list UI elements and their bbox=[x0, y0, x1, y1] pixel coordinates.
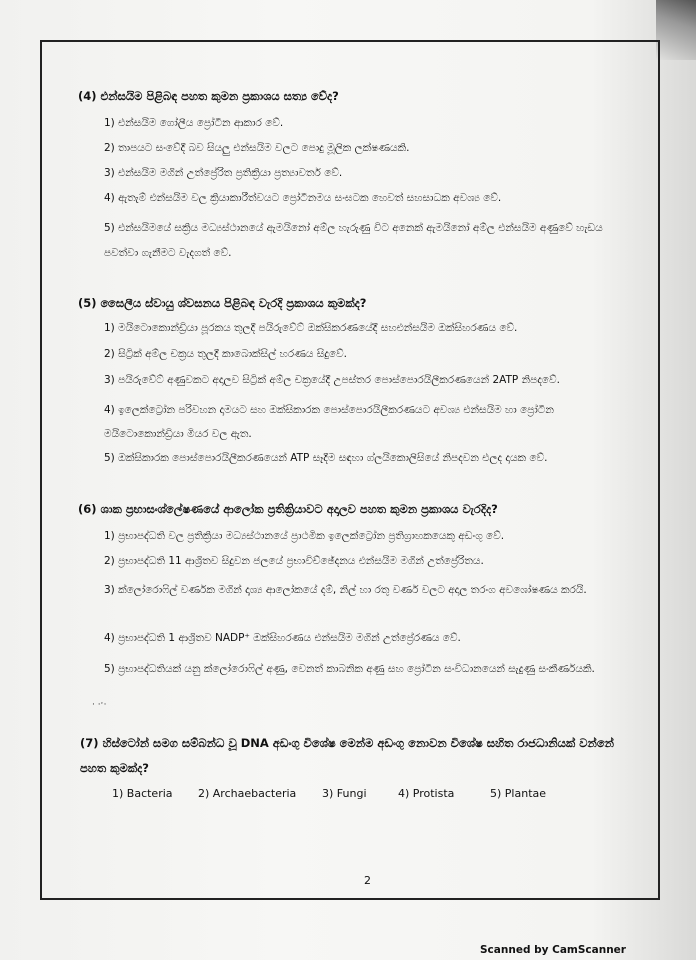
q6-title: (6) ශාක ප්‍රභාසංශ්ලේෂණයේ ආලෝක ප්‍රතික්‍රියාවට අදාලව පහත කුමන ප්‍රකාශය වැරදිද? bbox=[78, 502, 498, 516]
q5-option-1: 1) මයිටොකොන්ඩ්‍රියා පූරකය තුලදී පයිරුවේට් ඔක්සිකරණයේදී සහඑන්සයිම ඔක්සිහරණය වේ. bbox=[104, 322, 518, 334]
q7-title: (7) හිස්ටෝන් සමග සම්බන්ධ වූ DNA අඩංගු විශේෂ මෙන්ම අඩංගු නොවන විශේෂ සහිත රාජධානියක් වන්නේ පහත කුමක්ද? bbox=[80, 736, 614, 775]
page-number: 2 bbox=[364, 874, 371, 887]
q5-option-4: 4) ඉලෙක්ට්‍රෝන පරිවහන දාමයට සහ ඔක්සිකාරක පොස්පොරයිලීකරණයට අවශ්‍ය එන්සයිම හා ප්‍රෝටීන මයිටොකොන්ඩ්‍රියා මියර වල ඇත. bbox=[104, 404, 554, 440]
page-corner-shadow bbox=[656, 0, 696, 60]
q7-option-1: 1) Bacteria bbox=[112, 787, 173, 800]
q4-option-5: 5) එන්සයිමයේ සක්‍රිය මධ්‍යස්ථානයේ ඇමයිනෝ අම්ල හැරුණු විට අනෙක් ඇමයිනෝ අම්ල එන්සයිම අණුවේ හැඩය පවත්වා ගැනීමට වැදගත් වේ. bbox=[104, 222, 603, 259]
q4-option-3: 3) එන්සයිම මගින් උත්ප්‍රේරිත ප්‍රතික්‍රියා ප්‍රත්‍යාවර්ත වේ. bbox=[104, 167, 343, 179]
q4-option-4: 4) ඇතැම් එන්සයිම වල ක්‍රියාකාරීත්වයට ප්‍රෝටීනමය සංඝටක හෙවත් සහසාධක අවශ්‍ය වේ. bbox=[104, 192, 502, 204]
scan-speckle: · ·ˑ· bbox=[92, 700, 107, 710]
q7-option-5: 5) Plantae bbox=[490, 787, 547, 800]
q5-option-2: 2) සිට්‍රික් අම්ල චක්‍රය තුලදී කාබොක්සිල් හරණය සිදුවේ. bbox=[104, 348, 347, 360]
q4-title: (4) එන්සයිම පිළිබඳ පහත කුමන ප්‍රකාශය සත්‍ය වේද? bbox=[78, 89, 339, 103]
q6-option-1: 1) ප්‍රභාපද්ධති වල ප්‍රතික්‍රියා මධ්‍යස්ථානයේ ප්‍රාථමික ඉලෙක්ට්‍රෝන ප්‍රතිග්‍රාහකයෙකු අඩංගු වේ. bbox=[104, 530, 505, 542]
q5-option-5: 5) ඔක්සිකාරක පොස්පොරයිලීකරණයෙන් ATP සෑදීම සඳහා ග්ලයිකොලිසියේ නිපදවන එලද දායක වේ. bbox=[104, 452, 548, 464]
q6-option-2: 2) ප්‍රභාපද්ධති 11 ආශ්‍රිතව සිදුවන ජලයේ ප්‍රභාවිච්ඡේදනය එන්සයිම මගින් උත්ප්‍රේරිතය. bbox=[104, 555, 484, 567]
q4-option-2: 2) තාපයට සංවේදී බව සියලු එන්සයිම වලට පොදු මූලික ලක්ෂණයකි. bbox=[104, 142, 410, 154]
q7-answer-row bbox=[112, 787, 632, 805]
q7-option-2: 2) Archaebacteria bbox=[198, 787, 297, 800]
q6-option-3: 3) ක්ලෝරොෆිල් වර්ණක මගින් දෘශ්‍ය ආලෝකයේ දම්, නිල් හා රතු වර්ණ වලට අදාල තරංග අවශෝෂණය කරයි. bbox=[104, 584, 587, 596]
q5-title: (5) සෛලීය ස්වායු ශ්වසනය පිළිබඳ වැරදි ප්‍රකාශය කුමක්ද? bbox=[78, 296, 367, 310]
scanner-watermark: Scanned by CamScanner bbox=[480, 944, 626, 956]
q4-option-1: 1) එන්සයිම ගෝලීය ප්‍රෝටීන ආකාර වේ. bbox=[104, 117, 284, 129]
q5-option-3: 3) පයිරුවේට් අණුවකට අදාලව සිට්‍රික් අම්ල චක්‍රයේදී උපස්තර පොස්පොරයිලීකරණයෙන් 2ATP නිපදවේ. bbox=[104, 374, 560, 386]
q6-option-5: 5) ප්‍රභාපද්ධතියක් යනු ක්ලෝරොෆිල් අණු, වෙනත් කාබනික අණු සහ ප්‍රෝටීන සංවිධානයෙන් සැදුණු සංකීර්ණයකි. bbox=[104, 663, 595, 675]
q7-option-4: 4) Protista bbox=[398, 787, 455, 800]
q7-option-3: 3) Fungi bbox=[322, 787, 367, 800]
q6-option-4: 4) ප්‍රභාපද්ධති 1 ආශ්‍රිතව NADP⁺ ඔක්සිහරණය එන්සයිම මගින් උත්ප්‍රේරණය වේ. bbox=[104, 632, 461, 644]
